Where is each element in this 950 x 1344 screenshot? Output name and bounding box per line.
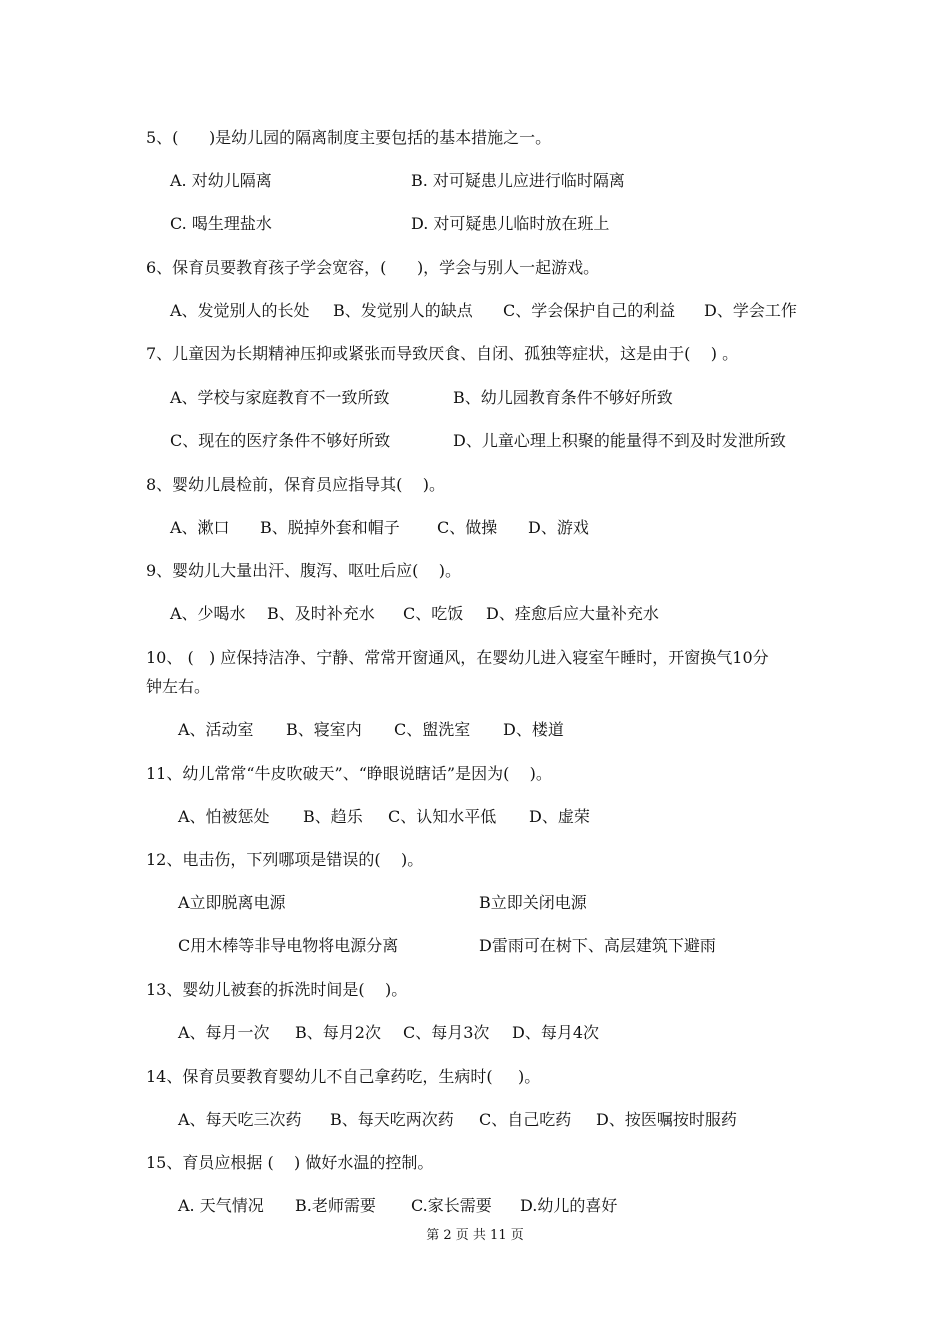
question-10-option-c: C、盥洗室: [394, 720, 471, 739]
question-14-stem: 14、保育员要教育婴幼儿不自己拿药吃，生病时( )。: [146, 1067, 541, 1086]
question-13-option-d: D、每月4次: [512, 1023, 600, 1042]
question-9-option-c: C、吃饭: [403, 604, 464, 623]
question-5-stem: 5、( )是幼儿园的隔离制度主要包括的基本措施之一。: [146, 128, 552, 147]
question-15-option-c: C.家长需要: [411, 1196, 492, 1215]
question-6-option-b: B、发觉别人的缺点: [333, 301, 473, 320]
question-6-option-c: C、学会保护自己的利益: [503, 301, 676, 320]
question-11-option-d: D、虚荣: [529, 807, 590, 826]
question-11-option-a: A、怕被惩处: [178, 807, 270, 826]
question-7-stem: 7、儿童因为长期精神压抑或紧张而导致厌食、自闭、孤独等症状，这是由于( ) 。: [146, 344, 739, 363]
question-11-option-c: C、认知水平低: [388, 807, 497, 826]
question-5-option-d: D. 对可疑患儿临时放在班上: [411, 214, 610, 233]
question-7-option-a: A、学校与家庭教育不一致所致: [170, 388, 390, 407]
question-8-option-d: D、游戏: [528, 518, 589, 537]
question-10-option-b: B、寝室内: [286, 720, 362, 739]
question-13-option-a: A、每月一次: [178, 1023, 270, 1042]
question-5-option-b: B. 对可疑患儿应进行临时隔离: [411, 171, 625, 190]
question-8-option-a: A、漱口: [170, 518, 230, 537]
question-12-option-d: D雷雨可在树下、高层建筑下避雨: [479, 936, 716, 955]
question-5-option-c: C. 喝生理盐水: [170, 214, 272, 233]
question-15-option-b: B.老师需要: [295, 1196, 376, 1215]
question-9-option-d: D、痊愈后应大量补充水: [486, 604, 659, 623]
page-number-footer: 第 2 页 共 11 页: [426, 1228, 524, 1243]
question-10-stem-continued: 钟左右。: [146, 677, 211, 696]
question-10-stem: 10、 ( ) 应保持洁净、宁静、常常开窗通风，在婴幼儿进入寝室午睡时，开窗换气10分: [146, 648, 769, 667]
question-12-option-a: A立即脱离电源: [178, 893, 286, 912]
question-9-stem: 9、婴幼儿大量出汗、腹泻、呕吐后应( )。: [146, 561, 462, 580]
question-6-stem: 6、保育员要教育孩子学会宽容，( )，学会与别人一起游戏。: [146, 258, 600, 277]
question-14-option-b: B、每天吃两次药: [330, 1110, 454, 1129]
question-6-option-a: A、发觉别人的长处: [170, 301, 310, 320]
question-13-stem: 13、婴幼儿被套的拆洗时间是( )。: [146, 980, 408, 999]
question-15-option-d: D.幼儿的喜好: [520, 1196, 618, 1215]
question-14-option-a: A、每天吃三次药: [178, 1110, 302, 1129]
question-14-option-d: D、按医嘱按时服药: [596, 1110, 737, 1129]
question-9-option-b: B、及时补充水: [267, 604, 375, 623]
question-14-option-c: C、自己吃药: [479, 1110, 572, 1129]
question-12-option-c: C用木棒等非导电物将电源分离: [178, 936, 399, 955]
question-13-option-b: B、每月2次: [295, 1023, 381, 1042]
question-10-option-d: D、楼道: [503, 720, 564, 739]
question-6-option-d: D、学会工作: [704, 301, 797, 320]
question-13-option-c: C、每月3次: [403, 1023, 490, 1042]
question-15-option-a: A. 天气情况: [178, 1196, 264, 1215]
question-11-stem: 11、幼儿常常“牛皮吹破天”、“睁眼说瞎话”是因为( )。: [146, 764, 552, 783]
question-12-stem: 12、电击伤，下列哪项是错误的( )。: [146, 850, 424, 869]
question-12-option-b: B立即关闭电源: [479, 893, 587, 912]
question-7-option-c: C、现在的医疗条件不够好所致: [170, 431, 391, 450]
question-9-option-a: A、少喝水: [170, 604, 246, 623]
question-5-option-a: A. 对幼儿隔离: [170, 171, 272, 190]
question-10-option-a: A、活动室: [178, 720, 254, 739]
question-8-stem: 8、婴幼儿晨检前，保育员应指导其( )。: [146, 475, 446, 494]
question-8-option-c: C、做操: [437, 518, 498, 537]
question-8-option-b: B、脱掉外套和帽子: [260, 518, 400, 537]
question-7-option-b: B、幼儿园教育条件不够好所致: [453, 388, 673, 407]
question-15-stem: 15、育员应根据 ( ) 做好水温的控制。: [146, 1153, 434, 1172]
question-7-option-d: D、儿童心理上积聚的能量得不到及时发泄所致: [453, 431, 786, 450]
question-11-option-b: B、趋乐: [303, 807, 363, 826]
